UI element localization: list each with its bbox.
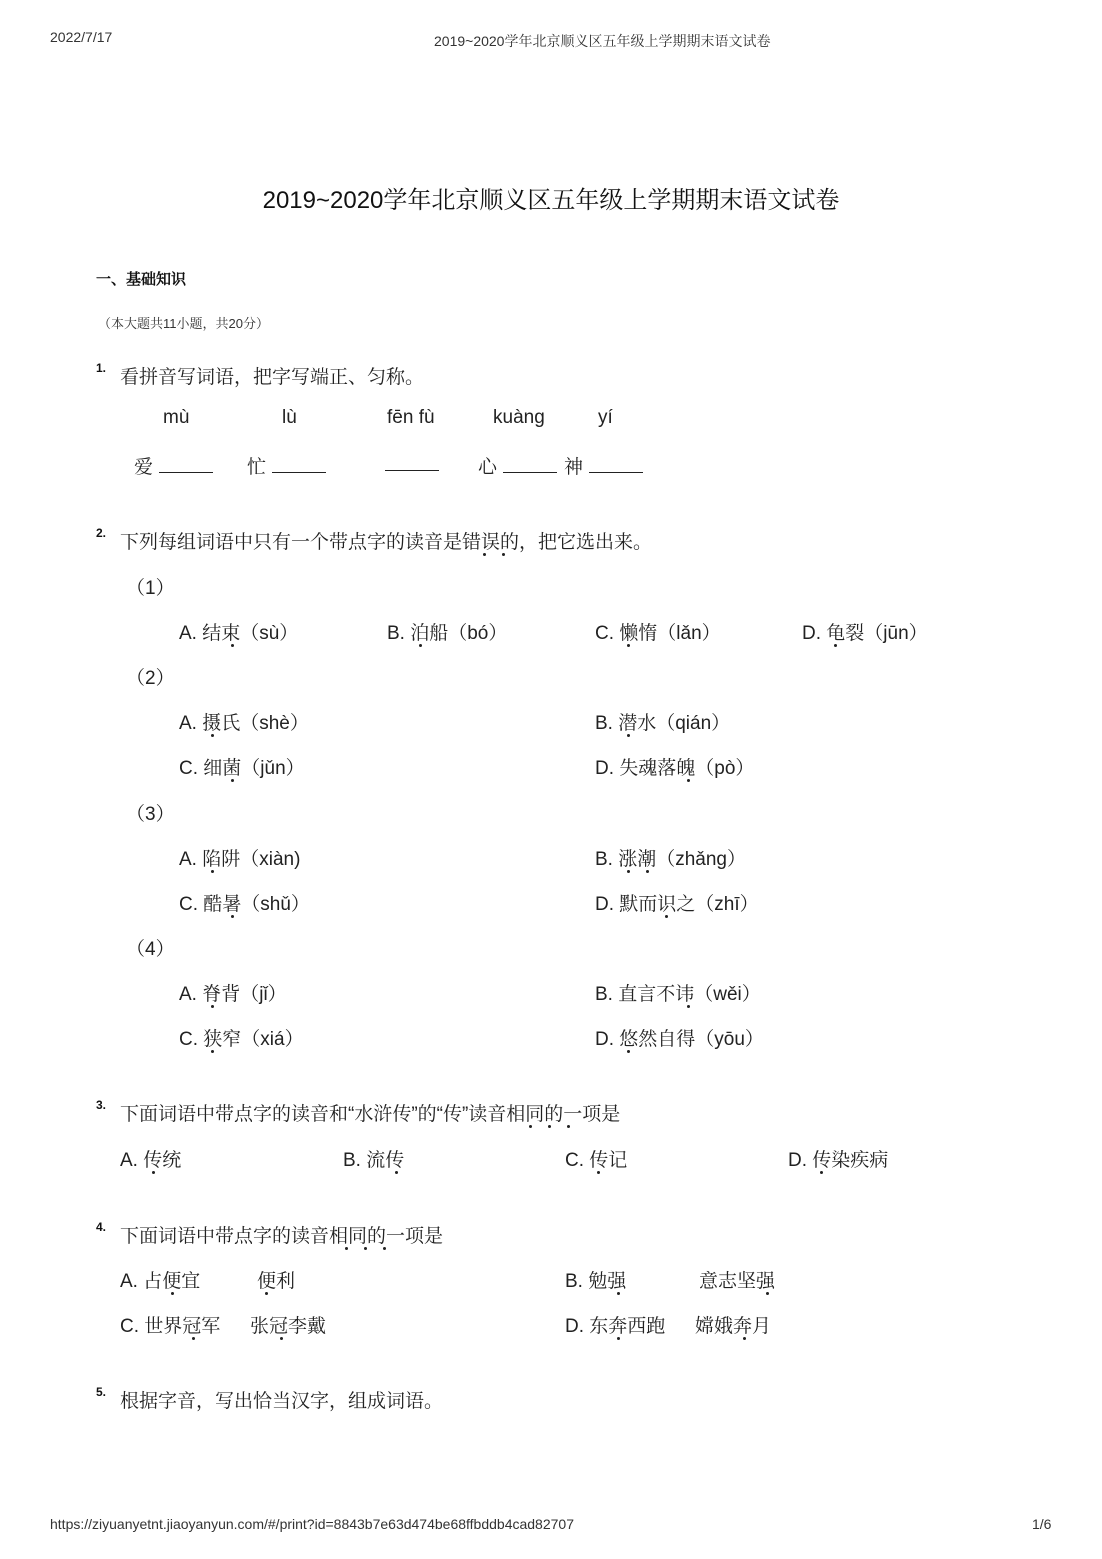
emphasis-dot [548,1125,551,1128]
answer-slot [564,452,643,479]
question-number: 5. [96,1385,107,1399]
answer-blank[interactable] [385,452,439,471]
option[interactable]: C. 懒惰（lǎn） [595,623,721,644]
emphasis-dot [231,779,234,782]
question-number: 1. [96,361,107,375]
question-text: 下面词语中带点字的读音相同的一项是 [120,1226,444,1247]
section-title: 一、基础知识 [96,271,187,288]
option[interactable]: D. 传染疾病 [788,1150,889,1171]
emphasis-dot [529,1125,532,1128]
emphasis-dot [743,1337,746,1340]
answer-slot [379,452,439,477]
question-number: 2. [96,526,107,540]
emphasis-dot [627,870,630,873]
emphasis-dot [687,1005,690,1008]
emphasis-dot [152,1171,155,1174]
emphasis-dot [211,1005,214,1008]
option-word: 便利 [257,1271,296,1292]
answer-blank[interactable] [503,454,557,473]
emphasis-dot [211,870,214,873]
option[interactable]: C. 传记 [565,1150,628,1171]
answer-blank[interactable] [272,454,326,473]
question-number: 4. [96,1220,107,1234]
option[interactable]: D. 失魂落魄（pò） [595,758,755,779]
emphasis-dot [617,1292,620,1295]
footer-url[interactable]: https://ziyuanyetnt.jiaoyanyun.com/#/print?id=8843b7e63d474be68ffbddb4cad82707 [50,1516,574,1532]
answer-blank[interactable] [159,454,213,473]
emphasis-dot [231,915,234,918]
option[interactable]: A. 占便宜 [120,1271,201,1292]
question-text: 下面词语中带点字的读音和“水浒传”的“传”读音相同的一项是 [120,1104,621,1125]
word-prefix: 心 [478,457,498,478]
word-prefix: 爱 [134,457,154,478]
emphasis-dot [617,1337,620,1340]
page-number: 1/6 [1032,1516,1052,1532]
emphasis-dot [627,644,630,647]
emphasis-dot [280,1337,283,1340]
option-word: 张冠李戴 [250,1316,327,1337]
subquestion-label: （2） [126,668,175,689]
emphasis-dot [646,870,649,873]
emphasis-dot [395,1171,398,1174]
option[interactable]: A. 脊背（jǐ） [179,984,287,1005]
emphasis-dot [419,644,422,647]
emphasis-dot [211,734,214,737]
option[interactable]: B. 涨潮（zhǎng） [595,849,746,870]
option[interactable]: B. 流传 [343,1150,405,1171]
option[interactable]: C. 细菌（jǔn） [179,758,305,779]
emphasis-dot [192,1337,195,1340]
emphasis-dot [834,644,837,647]
subquestion-label: （3） [126,804,175,825]
answer-slot [134,452,213,479]
option-word: 意志坚强 [699,1271,776,1292]
pinyin-item: fēn fù [387,407,435,428]
emphasis-dot [820,1171,823,1174]
emphasis-dot [502,553,505,556]
pinyin-item: mù [163,407,190,428]
option[interactable]: A. 摄氏（shè） [179,713,309,734]
question-text: 根据字音，写出恰当汉字，组成词语。 [120,1391,444,1412]
emphasis-dot [567,1125,570,1128]
emphasis-dot [597,1171,600,1174]
option[interactable]: C. 狭窄（xiá） [179,1029,304,1050]
option[interactable]: D. 龟裂（jūn） [802,623,928,644]
option[interactable]: D. 默而识之（zhī） [595,894,759,915]
word-prefix: 神 [564,457,584,478]
answer-blank[interactable] [589,454,643,473]
pinyin-item: lù [282,407,297,428]
pinyin-item: yí [598,407,613,428]
question-number: 3. [96,1098,107,1112]
word-prefix: 忙 [247,457,267,478]
question-text: 下列每组词语中只有一个带点字的读音是错误的，把它选出来。 [120,532,653,553]
subquestion-label: （1） [126,578,175,599]
emphasis-dot [627,734,630,737]
emphasis-dot [211,1050,214,1053]
option[interactable]: A. 陷阱（xiàn) [179,849,301,870]
emphasis-dot [345,1247,348,1250]
emphasis-dot [483,553,486,556]
page-title: 2019~2020学年北京顺义区五年级上学期期末语文试卷 [262,187,840,214]
option[interactable]: B. 泊船（bó） [387,623,508,644]
option[interactable]: B. 勉强 [565,1271,627,1292]
emphasis-dot [665,915,668,918]
emphasis-dot [383,1247,386,1250]
emphasis-dot [364,1247,367,1250]
option[interactable]: C. 酷暑（shǔ） [179,894,310,915]
emphasis-dot [766,1292,769,1295]
option[interactable]: D. 悠然自得（yōu） [595,1029,764,1050]
print-date: 2022/7/17 [50,29,113,45]
emphasis-dot [627,1050,630,1053]
answer-slot [247,452,326,479]
option[interactable]: C. 世界冠军 [120,1316,221,1337]
question-text: 看拼音写词语，把字写端正、匀称。 [120,367,425,388]
option[interactable]: A. 传统 [120,1150,182,1171]
option-word: 嫦娥奔月 [695,1316,772,1337]
option[interactable]: A. 结束（sù） [179,623,299,644]
pinyin-item: kuàng [493,407,545,428]
option[interactable]: B. 潜水（qián） [595,713,731,734]
answer-slot [478,452,557,479]
section-note: （本大题共11小题，共20分） [98,316,269,331]
emphasis-dot [171,1292,174,1295]
emphasis-dot [231,644,234,647]
subquestion-label: （4） [126,939,175,960]
emphasis-dot [265,1292,268,1295]
emphasis-dot [687,779,690,782]
option[interactable]: B. 直言不讳（wěi） [595,984,761,1005]
option[interactable]: D. 东奔西跑 [565,1316,666,1337]
print-header-title: 2019~2020学年北京顺义区五年级上学期期末语文试卷 [434,33,771,49]
